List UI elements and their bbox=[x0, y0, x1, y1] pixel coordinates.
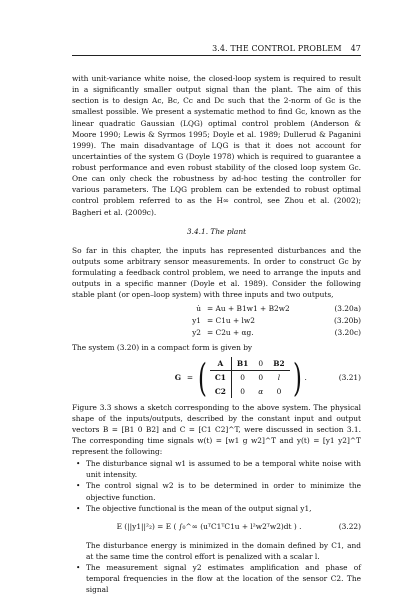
matrix-row bbox=[210, 385, 290, 398]
equation-3-21 bbox=[72, 356, 361, 400]
paragraph-plant-intro: So far in this chapter, the inputs has represented disturbances and the outputs some arbitrary sensor measurements. In order to construct Gc by formulating a feedback control problem, we need to arrange the inputs and outputs in a specific manner (Doyle et al. 1989). Consider the following stable plant (or open–loop system) with three inputs and two outputs, bbox=[72, 245, 361, 300]
matrix-cell: l bbox=[277, 373, 281, 383]
matrix-cell: C2 bbox=[210, 385, 232, 398]
equation-number: (3.20c) bbox=[334, 328, 361, 338]
matrix-cell: A bbox=[210, 357, 232, 371]
period: . bbox=[304, 372, 307, 382]
equation-3-20c bbox=[72, 327, 361, 339]
equation-lhs: y2 bbox=[192, 328, 201, 338]
paragraph-figure-ref: Figure 3.3 shows a sketch corresponding to the above system. The physical shape of the inputs/outputs, described by the constant input and output vectors B = [B1 0 B2] and C = [C1 C2]^T, were discussed in section 3.1. The corresponding time signals w(t) = [w1 g w2]^T and y(t) = [y1 y2]^T represent the following: bbox=[72, 402, 361, 456]
matrix-cell: B1 bbox=[231, 357, 253, 371]
right-paren: ) bbox=[292, 355, 302, 400]
matrix-cell: B2 bbox=[268, 357, 289, 371]
page-number: 47 bbox=[350, 44, 361, 53]
equation-rhs: = Au + B1w1 + B2w2 bbox=[207, 304, 290, 314]
block-matrix bbox=[195, 355, 304, 400]
running-header-section: 3.4. THE CONTROL PROBLEM bbox=[212, 44, 342, 53]
equation-3-20a bbox=[72, 303, 361, 315]
matrix-cell: 0 bbox=[240, 386, 245, 396]
body-text bbox=[72, 73, 361, 595]
equals-sign: = bbox=[186, 372, 194, 382]
matrix-row bbox=[210, 357, 290, 371]
section-title: 3.4.1. The plant bbox=[186, 226, 247, 236]
list-item: • The disturbance signal w1 is assumed to be a temporal white noise with unit intensity. bbox=[86, 458, 361, 480]
matrix-cell: 0 bbox=[258, 373, 264, 383]
matrix-lhs: G bbox=[174, 372, 181, 382]
list-item-text: The objective functional is the mean of the output signal y1, bbox=[86, 503, 312, 513]
matrix-cell: 0 bbox=[253, 357, 268, 371]
equation-3-20b bbox=[72, 315, 361, 327]
equation-rhs: = C2u + αg. bbox=[207, 328, 254, 338]
equation-number: (3.20b) bbox=[334, 316, 361, 326]
list-item: • The measurement signal y2 estimates amplification and phase of temporal frequencies in the flow at the location of the sensor C2. The signal bbox=[86, 562, 361, 595]
left-paren: ( bbox=[197, 355, 207, 400]
equation-number: (3.22) bbox=[338, 522, 361, 532]
matrix-cell: α bbox=[258, 386, 264, 396]
list-item bbox=[86, 503, 361, 562]
equation-lhs: y1 bbox=[192, 316, 201, 326]
equation-lhs: u̇ bbox=[196, 304, 201, 314]
objective-expression: E (||y1||²₂) = E ( ∫₀^∞ (uᵀC1ᵀC1u + l²w2ᵀw2)dt ) . bbox=[116, 522, 302, 532]
matrix-cell: C1 bbox=[210, 371, 232, 385]
paragraph-lqg-intro: with unit-variance white noise, the closed-loop system is required to result in a significantly smaller output signal than the plant. The aim of this section is to design Ac, Bc, Cc and Dc such that the 2-norm of Gc is the smallest possible. We present a systematic method to find Gc, known as the linear quadratic Gaussian (LQG) optimal control problem (Anderson & Moore 1990; Lewis & Syrmos 1995; Doyle et al. 1989; Dullerud & Paganini 1999). The main disadvantage of LQG is that it does not account for uncertainties of the system G (Doyle 1978) which is required to guarantee a robust performance and even robust stability of the closed loop system Gc. One can only check the robustness by ad-hoc testing the controller for various parameters. The LQG problem can be extended to robust optimal control problem referred to as the H∞ control, see Zhou et al. (2002); Bagheri et al. (2009c). bbox=[72, 74, 361, 217]
matrix-cell: 0 bbox=[276, 386, 282, 396]
matrix-row bbox=[210, 371, 290, 385]
matrix-cell: 0 bbox=[240, 373, 245, 383]
signal-list bbox=[72, 458, 361, 595]
equation-rhs: = C1u + lw2 bbox=[207, 316, 255, 326]
equation-3-22 bbox=[86, 515, 361, 539]
equation-system-3-20 bbox=[72, 303, 361, 339]
equation-number: (3.20a) bbox=[334, 304, 361, 314]
list-item: • The control signal w2 is to be determined in order to minimize the objective function. bbox=[86, 480, 361, 502]
header-rule bbox=[72, 55, 361, 56]
matrix-table bbox=[210, 357, 290, 397]
paragraph-compact-form: The system (3.20) in a compact form is given by bbox=[72, 343, 253, 353]
running-header bbox=[72, 44, 361, 54]
equation-number: (3.21) bbox=[338, 372, 361, 382]
list-item-continuation: The disturbance energy is minimized in the domain defined by C1, and at the same time the control effort is penalized with a scalar l. bbox=[86, 540, 361, 561]
